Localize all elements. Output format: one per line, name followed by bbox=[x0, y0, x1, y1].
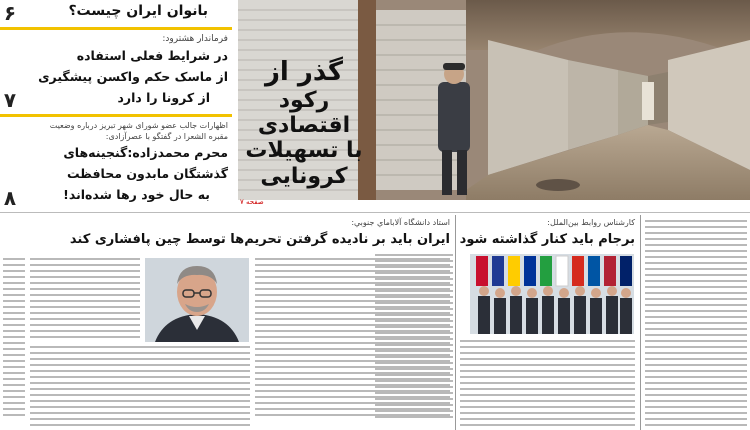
news-kicker-line: اظهارات جالب عضو شورای شهر تبریز درباره وضعیت bbox=[49, 121, 228, 130]
portrait-illustration bbox=[145, 258, 249, 342]
news-item-7[interactable] bbox=[0, 33, 232, 113]
photo-headline-line: رکود اقتصادی bbox=[257, 87, 351, 139]
section-divider bbox=[0, 212, 750, 213]
column-divider bbox=[640, 215, 641, 430]
news-kicker-line: مقبره الشعرا در گفتگو با عصرآزادی: bbox=[105, 132, 228, 141]
yellow-divider bbox=[0, 114, 232, 117]
news-headline-line: از کرونا را دارد bbox=[117, 90, 210, 105]
news-number: ۸ bbox=[3, 186, 17, 210]
article-body bbox=[30, 346, 250, 430]
news-item-8[interactable] bbox=[0, 120, 232, 212]
article-title[interactable]: ایران باید بر نادیده گرفتن تحریم‌ها توسط چین پافشاری کند bbox=[69, 232, 450, 247]
article-title[interactable]: برجام باید کنار گذاشته شود bbox=[459, 232, 635, 247]
news-headline-line: از ماسک حکم واکسن پیشگیری bbox=[38, 69, 228, 84]
article-body bbox=[375, 254, 453, 422]
news-kicker: فرماندار هشترود: bbox=[162, 34, 228, 44]
article-body bbox=[645, 220, 747, 430]
group-photo bbox=[470, 254, 634, 334]
group-photo-illustration bbox=[470, 254, 634, 334]
news-item-6[interactable] bbox=[0, 0, 232, 30]
yellow-divider bbox=[0, 27, 232, 30]
article-body bbox=[3, 258, 25, 420]
left-news-column bbox=[0, 0, 232, 212]
news-headline: بانوان ایران چیست؟ bbox=[68, 3, 208, 19]
photo-headline-line: گذر از bbox=[264, 57, 344, 87]
column-divider bbox=[455, 215, 456, 430]
article-body bbox=[460, 340, 635, 430]
news-number: ۷ bbox=[3, 88, 17, 112]
photo-headline-line: کرونایی bbox=[260, 163, 348, 189]
news-number: ۶ bbox=[3, 1, 17, 25]
article-kicker: کارشناس روابط بین‌الملل: bbox=[547, 218, 635, 227]
page-reference[interactable]: صفحه ۷ bbox=[240, 198, 264, 206]
news-headline-line: گذشتگان مابدون محافظت bbox=[66, 166, 228, 181]
article-kicker: استاد دانشگاه آلاباماي جنوبي: bbox=[351, 218, 450, 227]
news-headline-line: به حال خود رها شده‌اند! bbox=[63, 187, 210, 202]
photo-headline-line: با تسهیلات bbox=[245, 138, 363, 164]
news-headline-line: محرم محمدزاده:گنجینه‌های bbox=[63, 145, 228, 160]
news-headline-line: در شرایط فعلی استفاده bbox=[76, 48, 228, 63]
article-body bbox=[30, 258, 140, 342]
portrait-photo bbox=[145, 258, 249, 342]
photo-headline[interactable] bbox=[240, 58, 368, 189]
